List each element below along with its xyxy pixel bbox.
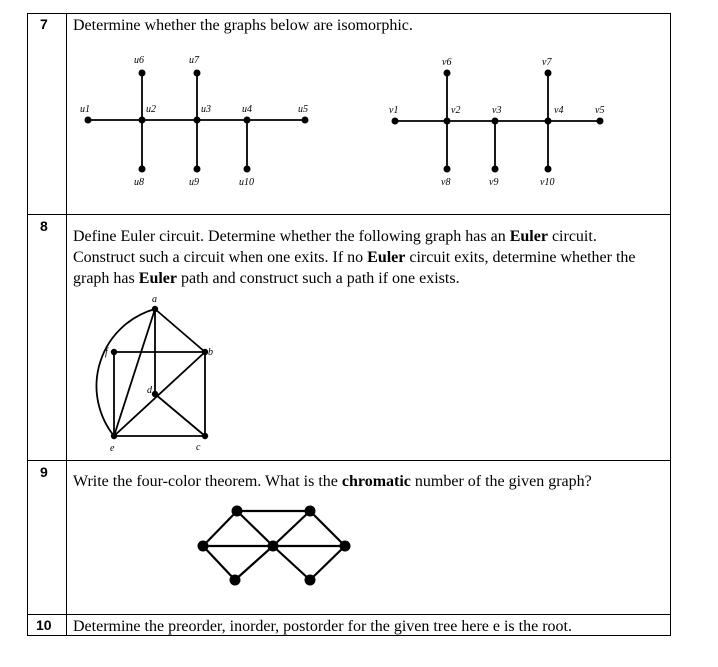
graph-u-isomorphic — [70, 45, 330, 205]
graph-v-isomorphic — [380, 45, 620, 205]
vertex-label-a: a — [152, 294, 157, 305]
text-part: circuit. Construct such a circuit when one exits. If no — [73, 228, 597, 266]
vertex-label-u8: u8 — [134, 177, 144, 188]
text-part: path and construct such a path if one exists. — [176, 270, 460, 287]
vertex-label-v7: v7 — [542, 57, 552, 68]
question-text-10: Determine the preorder, inorder, postorder for the given tree here e is the root. — [73, 618, 572, 635]
vertex-label-c: c — [196, 442, 201, 453]
vertex-label-u9: u9 — [189, 177, 199, 188]
bold-term: Euler — [138, 270, 177, 287]
table-border-right — [670, 13, 671, 636]
question-text-8 — [73, 226, 663, 289]
vertex-label-e: e — [110, 443, 115, 454]
vertex-label-v3: v3 — [492, 105, 502, 116]
bold-term: Euler — [509, 228, 548, 245]
vertex-label-v4: v4 — [554, 105, 564, 116]
graph-chromatic — [195, 503, 355, 589]
table-border-top — [27, 13, 671, 14]
bold-term: Euler — [367, 249, 406, 266]
vertex-label-u4: u4 — [242, 104, 252, 115]
vertex-label-v6: v6 — [442, 57, 452, 68]
bold-term: chromatic — [341, 473, 411, 490]
vertex-label-v9: v9 — [489, 177, 499, 188]
graph-euler — [72, 292, 222, 458]
question-text-9 — [73, 471, 663, 492]
row-divider-7-8 — [27, 214, 671, 215]
question-number-7: 7 — [40, 16, 48, 32]
question-number-8: 8 — [40, 218, 48, 234]
question-text-7: Determine whether the graphs below are isomorphic. — [73, 17, 413, 34]
text-part: circuit exits, determine whether the graph has — [73, 249, 636, 287]
text-part: number of the given graph? — [410, 473, 592, 490]
vertex-label-u7: u7 — [189, 55, 199, 66]
vertex-label-d: d — [147, 385, 152, 396]
vertex-label-f: f — [105, 347, 108, 358]
vertex-label-u10: u10 — [239, 177, 254, 188]
vertex-label-v10: v10 — [540, 177, 555, 188]
text-part: Define Euler circuit. Determine whether the following graph has an — [73, 228, 510, 245]
vertex-label-b: b — [208, 347, 213, 358]
vertex-label-u3: u3 — [201, 104, 211, 115]
vertex-label-u1: u1 — [80, 104, 90, 115]
vertex-label-u5: u5 — [298, 104, 308, 115]
question-number-9: 9 — [40, 464, 48, 480]
vertex-label-v8: v8 — [441, 177, 451, 188]
row-divider-8-9 — [27, 460, 671, 461]
table-border-left — [27, 13, 28, 636]
vertex-label-u2: u2 — [146, 104, 156, 115]
question-number-10: 10 — [36, 617, 52, 633]
text-part: Write the four-color theorem. What is the — [73, 473, 342, 490]
vertex-label-u6: u6 — [134, 55, 144, 66]
row-divider-9-10 — [27, 614, 671, 615]
vertex-label-v2: v2 — [451, 105, 461, 116]
vertex-label-v1: v1 — [389, 105, 399, 116]
vertex-label-v5: v5 — [595, 105, 605, 116]
column-divider — [66, 13, 67, 636]
